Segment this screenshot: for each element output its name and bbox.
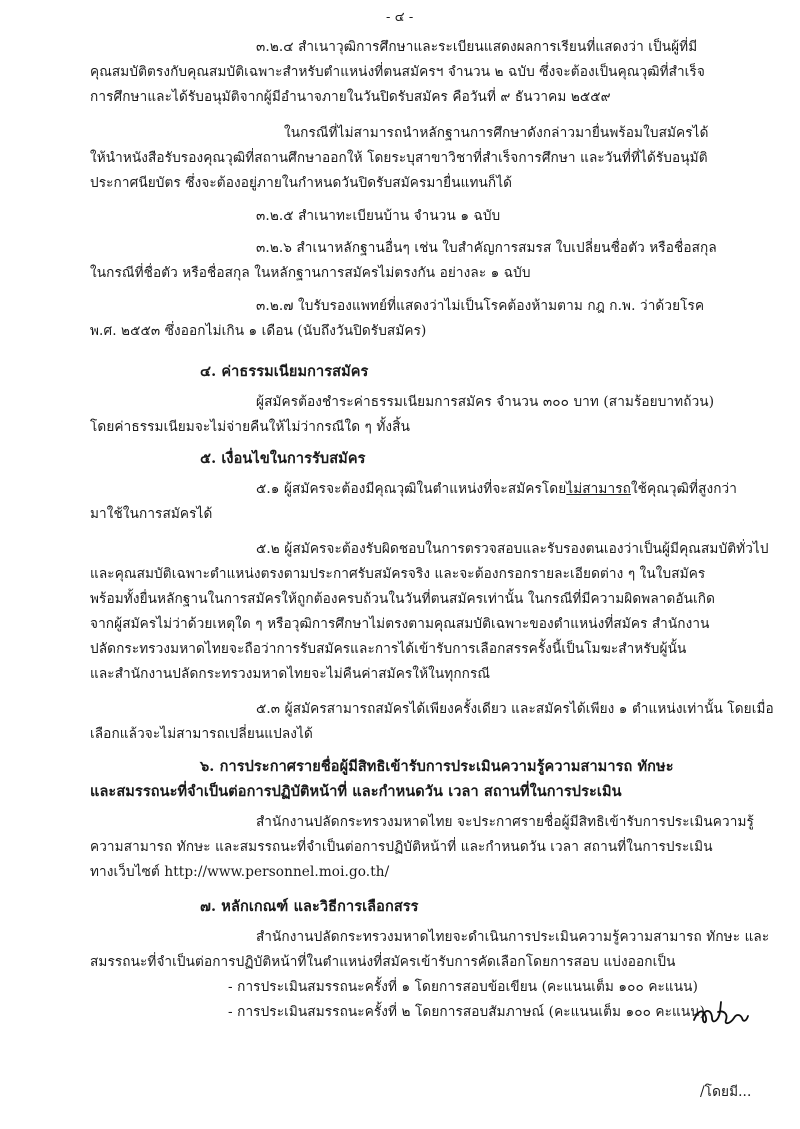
item-3-2-4-line-4: ในกรณีที่ไม่สามารถนำหลักฐานการศึกษาดังกล่าวมายื่นพร้อมใบสมัครได้	[284, 125, 709, 141]
condition-5-1-text-b: ใช้คุณวุฒิที่สูงกว่า	[630, 481, 738, 497]
condition-5-3-line-2: เลือกแล้วจะไม่สามารถเปลี่ยนแปลงได้	[90, 726, 313, 742]
page-number: - ๔ -	[386, 10, 414, 25]
item-3-2-4-line-3: การศึกษาและได้รับอนุมัติจากผู้มีอำนาจภายในวันปิดรับสมัคร คือวันที่ ๙ ธันวาคม ๒๕๕๙	[90, 89, 611, 105]
section-6-heading-line-2: และสมรรถนะที่จำเป็นต่อการปฏิบัติหน้าที่ และกำหนดวัน เวลา สถานที่ในการประเมิน	[90, 783, 622, 800]
condition-5-1-text-a: ๕.๑ ผู้สมัครจะต้องมีคุณวุฒิในตำแหน่งที่จะสมัครโดย	[256, 481, 567, 497]
section-6-line-2: ความสามารถ ทักษะ และสมรรถนะที่จำเป็นต่อการปฏิบัติหน้าที่ และกำหนดวัน เวลา สถานที่ในการประเมิน	[90, 839, 713, 855]
condition-5-2-line-2: และคุณสมบัติเฉพาะตำแหน่งตรงตามประกาศรับสมัครจริง และจะต้องกรอกรายละเอียดต่าง ๆ ในใบสมัคร	[90, 566, 706, 582]
condition-5-3-line-1: ๕.๓ ผู้สมัครสามารถสมัครได้เพียงครั้งเดียว และสมัครได้เพียง ๑ ตำแหน่งเท่านั้น โดยเมื่อ	[256, 701, 774, 717]
item-3-2-4-line-6: ประกาศนียบัตร ซึ่งจะต้องอยู่ภายในกำหนดวันปิดรับสมัครมายื่นแทนก็ได้	[90, 175, 513, 191]
section-6-line-1: สำนักงานปลัดกระทรวงมหาดไทย จะประกาศรายชื่อผู้มีสิทธิเข้ารับการประเมินความรู้	[256, 814, 754, 830]
section-7-line-2: สมรรถนะที่จำเป็นต่อการปฏิบัติหน้าที่ในตำแหน่งที่สมัครเข้ารับการคัดเลือกโดยการสอบ แบ่งออกเป็น	[90, 954, 676, 970]
condition-5-2-line-3: พร้อมทั้งยื่นหลักฐานในการสมัครให้ถูกต้องครบถ้วนในวันที่ตนสมัครเท่านั้น ในกรณีที่มีความผิดพลาดอันเกิด	[90, 591, 716, 607]
section-6-heading-line-1: ๖. การประกาศรายชื่อผู้มีสิทธิเข้ารับการประเมินความรู้ความสามารถ ทักษะ	[200, 758, 674, 775]
continuation-marker: /โดยมี...	[700, 1084, 752, 1100]
section-6-line-3: ทางเว็บไซต์ http://www.personnel.moi.go.th/	[90, 864, 390, 880]
condition-5-2-line-5: ปลัดกระทรวงมหาดไทยจะถือว่าการรับสมัครและการได้เข้ารับการเลือกสรรครั้งนี้เป็นโมฆะสำหรับผู้นั้น	[90, 641, 687, 657]
item-3-2-6-line-1: ๓.๒.๖ สำเนาหลักฐานอื่นๆ เช่น ใบสำคัญการสมรส ใบเปลี่ยนชื่อตัว หรือชื่อสกุล	[256, 240, 717, 256]
item-3-2-4-line-2: คุณสมบัติตรงกับคุณสมบัติเฉพาะสำหรับตำแหน่งที่ตนสมัครฯ จำนวน ๒ ฉบับ ซึ่งจะต้องเป็นคุณวุฒิที่สำเร็จ	[90, 64, 705, 80]
condition-5-2-line-4: จากผู้สมัครไม่ว่าด้วยเหตุใด ๆ หรือวุฒิการศึกษาไม่ตรงตามคุณสมบัติเฉพาะของตำแหน่งที่สมัคร สำนักงาน	[90, 616, 710, 632]
item-3-2-4-line-5: ให้นำหนังสือรับรองคุณวุฒิที่สถานศึกษาออกให้ โดยระบุสาขาวิชาที่สำเร็จการศึกษา และวันที่ที่ได้รับอนุมัติ	[90, 150, 708, 166]
section-7-heading: ๗. หลักเกณฑ์ และวิธีการเลือกสรร	[200, 898, 419, 915]
condition-5-1-line-2: มาใช้ในการสมัครได้	[90, 506, 213, 522]
item-3-2-6-line-2: ในกรณีที่ชื่อตัว หรือชื่อสกุล ในหลักฐานการสมัครไม่ตรงกัน อย่างละ ๑ ฉบับ	[90, 265, 531, 281]
section-4-line-2: โดยค่าธรรมเนียมจะไม่จ่ายคืนให้ไม่ว่ากรณีใด ๆ ทั้งสิ้น	[90, 419, 410, 435]
section-7-line-1: สำนักงานปลัดกระทรวงมหาดไทยจะดำเนินการประเมินความรู้ความสามารถ ทักษะ และ	[256, 929, 770, 945]
condition-5-2-line-6: และสำนักงานปลัดกระทรวงมหาดไทยจะไม่คืนค่าสมัครให้ในทุกกรณี	[90, 666, 491, 682]
item-3-2-4-line-1: ๓.๒.๔ สำเนาวุฒิการศึกษาและระเบียนแสดงผลการเรียนที่แสดงว่า เป็นผู้ที่มี	[256, 39, 698, 55]
section-7-bullet-2: - การประเมินสมรรถนะครั้งที่ ๒ โดยการสอบสัมภาษณ์ (คะแนนเต็ม ๑๐๐ คะแนน)	[228, 1004, 706, 1020]
section-4-line-1: ผู้สมัครต้องชำระค่าธรรมเนียมการสมัคร จำนวน ๓๐๐ บาท (สามร้อยบาทถ้วน)	[256, 394, 715, 410]
item-3-2-7-line-2: พ.ศ. ๒๕๕๓ ซึ่งออกไม่เกิน ๑ เดือน (นับถึงวันปิดรับสมัคร)	[90, 323, 427, 339]
condition-5-2-line-1: ๕.๒ ผู้สมัครจะต้องรับผิดชอบในการตรวจสอบและรับรองตนเองว่าเป็นผู้มีคุณสมบัติทั่วไป	[256, 541, 769, 557]
condition-5-1-line-1	[256, 479, 737, 499]
section-7-bullet-1: - การประเมินสมรรถนะครั้งที่ ๑ โดยการสอบข้อเขียน (คะแนนเต็ม ๑๐๐ คะแนน)	[228, 979, 698, 995]
handwritten-initials	[690, 998, 752, 1030]
section-5-heading: ๕. เงื่อนไขในการรับสมัคร	[200, 450, 366, 467]
item-3-2-7-line-1: ๓.๒.๗ ใบรับรองแพทย์ที่แสดงว่าไม่เป็นโรคต้องห้ามตาม กฎ ก.พ. ว่าด้วยโรค	[256, 298, 705, 314]
item-3-2-5: ๓.๒.๕ สำเนาทะเบียนบ้าน จำนวน ๑ ฉบับ	[256, 208, 501, 224]
condition-5-1-underlined: ไม่สามารถ	[566, 481, 631, 497]
section-4-heading: ๔. ค่าธรรมเนียมการสมัคร	[200, 363, 369, 380]
